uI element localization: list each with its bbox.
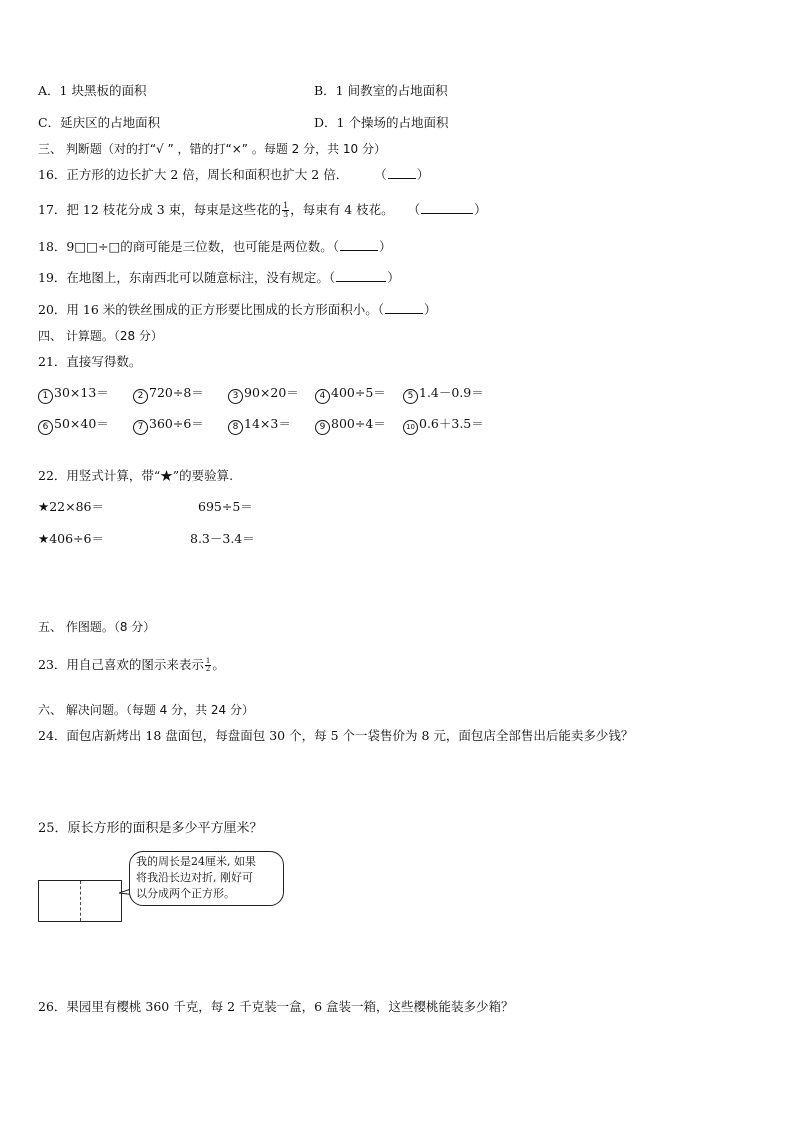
q23-text-after: 。 — [212, 657, 225, 672]
q18-paren-left: （ — [332, 239, 340, 254]
calc-expr-6: 50×40＝ — [54, 416, 109, 431]
q20-text: 20．用 16 米的铁丝围成的正方形要比围成的长方形面积小。 — [38, 302, 378, 317]
q17-fraction-numerator: 1 — [283, 201, 289, 210]
q20-paren-left: （ — [377, 302, 385, 317]
choice-a: A．1 块黑板的面积 — [38, 83, 147, 98]
question-22-title: 22．用竖式计算，带“★”的要验算. — [38, 468, 234, 483]
q22-expr-3: ★406÷6＝ — [38, 531, 104, 546]
q16-answer-blank[interactable] — [388, 167, 416, 179]
bubble-line-1: 我的周长是24厘米, 如果 — [136, 855, 256, 868]
q17-text-before: 17．把 12 枝花分成 3 束，每束是这些花的 — [38, 202, 282, 217]
q19-paren-left: （ — [328, 270, 336, 285]
calc-item-3 — [228, 385, 299, 404]
calc-expr-5: 1.4－0.9＝ — [419, 385, 484, 400]
circled-number-1: 1 — [38, 389, 53, 404]
question-24: 24．面包店新烤出 18 盘面包，每盘面包 30 个，每 5 个一袋售价为 8 元，面包店全部售出后能卖多少钱？ — [38, 728, 634, 743]
section-5-heading: 五、 作图题。（8 分） — [38, 620, 156, 634]
question-16 — [38, 167, 429, 183]
circled-number-5: 5 — [403, 389, 418, 404]
question-26: 26．果园里有樱桃 360 千克，每 2 千克装一盒，6 盒装一箱，这些樱桃能装多少箱？ — [38, 999, 514, 1014]
question-25: 25．原长方形的面积是多少平方厘米？ — [38, 821, 263, 836]
q17-answer-blank[interactable] — [421, 202, 473, 214]
bubble-line-2: 将我沿长边对折, 刚好可 — [136, 871, 253, 884]
fold-line — [80, 881, 81, 921]
q19-paren-right: ） — [387, 270, 400, 285]
speech-bubble — [129, 851, 284, 906]
q16-paren-right: ） — [416, 167, 430, 182]
circled-number-4: 4 — [315, 389, 330, 404]
calc-item-10 — [403, 416, 484, 435]
circled-number-8: 8 — [228, 420, 243, 435]
circled-number-6: 6 — [38, 420, 53, 435]
q23-fraction — [205, 658, 211, 673]
question-20 — [38, 302, 437, 318]
question-17 — [38, 202, 487, 219]
calc-expr-8: 14×3＝ — [244, 416, 291, 431]
calc-item-1 — [38, 385, 109, 404]
circled-number-3: 3 — [228, 389, 243, 404]
calc-item-8 — [228, 416, 291, 435]
calc-item-4 — [315, 385, 386, 404]
calc-expr-10: 0.6＋3.5＝ — [419, 416, 484, 431]
calc-item-6 — [38, 416, 109, 435]
calc-expr-1: 30×13＝ — [54, 385, 109, 400]
calc-expr-4: 400÷5＝ — [331, 385, 386, 400]
section-3-heading: 三、 判断题（对的打“√ ” ，错的打“×” 。每题 2 分，共 10 分） — [38, 142, 386, 156]
q22-expr-4: 8.3－3.4＝ — [190, 531, 255, 546]
section-6-heading: 六、 解决问题。（每题 4 分，共 24 分） — [38, 703, 254, 717]
q19-text: 19．在地图上，东南西北可以随意标注，没有规定。 — [38, 270, 329, 285]
bubble-line-3: 以分成两个正方形。 — [136, 887, 235, 900]
choice-d: D．1 个操场的占地面积 — [314, 115, 449, 130]
q23-text-before: 23．用自己喜欢的图示来表示 — [38, 657, 204, 672]
calc-item-5 — [403, 385, 484, 404]
q16-paren-left: （ — [374, 167, 387, 182]
question-21-title: 21．直接写得数。 — [38, 354, 142, 369]
circled-number-7: 7 — [133, 420, 148, 435]
question-23 — [38, 657, 225, 673]
choice-c: C．延庆区的占地面积 — [38, 115, 161, 130]
q18-paren-right: ） — [379, 239, 392, 254]
q22-expr-1: ★22×86＝ — [38, 499, 104, 514]
calc-item-2 — [133, 385, 204, 404]
rectangle-figure — [38, 880, 122, 922]
question-19 — [38, 270, 400, 286]
q17-fraction — [282, 202, 289, 219]
calc-item-7 — [133, 416, 204, 435]
calc-expr-7: 360÷6＝ — [149, 416, 204, 431]
calc-expr-2: 720÷8＝ — [149, 385, 204, 400]
circled-number-9: 9 — [315, 420, 330, 435]
section-4-heading: 四、 计算题。（28 分） — [38, 329, 163, 343]
q17-paren-left: （ — [407, 202, 421, 217]
choice-b: B．1 间教室的占地面积 — [314, 83, 448, 98]
q23-fraction-denominator: 2 — [205, 665, 211, 673]
q17-paren-right: ） — [474, 202, 487, 217]
q23-fraction-numerator: 1 — [205, 657, 211, 665]
q17-fraction-denominator: 3 — [283, 210, 289, 219]
q16-text: 16．正方形的边长扩大 2 倍，周长和面积也扩大 2 倍． — [38, 167, 349, 182]
question-18 — [38, 239, 392, 255]
q18-answer-blank[interactable] — [340, 239, 378, 251]
calc-item-9 — [315, 416, 386, 435]
q19-answer-blank[interactable] — [336, 270, 386, 282]
q17-text-after: ，每束有 4 枝花。 — [290, 202, 394, 217]
calc-expr-9: 800÷4＝ — [331, 416, 386, 431]
circled-number-10: 10 — [403, 420, 418, 435]
calc-expr-3: 90×20＝ — [244, 385, 299, 400]
q20-answer-blank[interactable] — [385, 302, 423, 314]
q22-expr-2: 695÷5＝ — [198, 499, 253, 514]
q20-paren-right: ） — [424, 302, 437, 317]
q18-text: 18．9□□÷□的商可能是三位数，也可能是两位数。 — [38, 239, 333, 254]
circled-number-2: 2 — [133, 389, 148, 404]
